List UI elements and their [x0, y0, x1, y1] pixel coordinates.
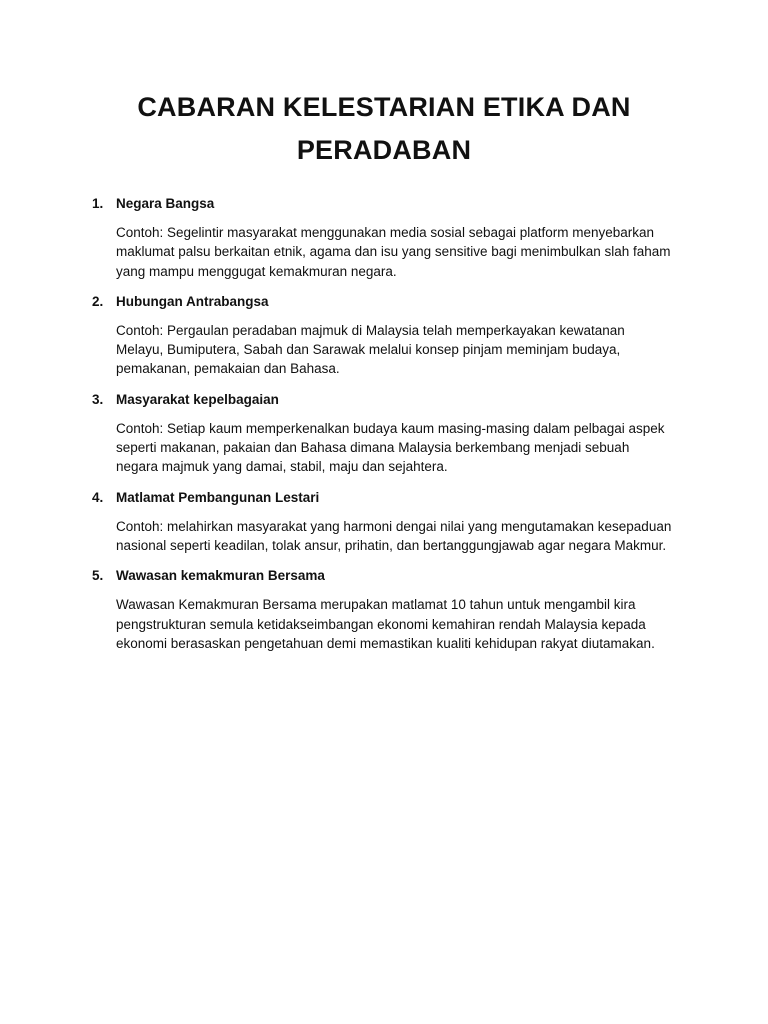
- list-item-body: Contoh: Segelintir masyarakat menggunakan media sosial sebagai platform menyebarkan maklumat palsu berkaitan etnik, agama dan isu yang sensitive bagi menimbulkan slah faham yang mampu menggugat kemakmuran negara.: [116, 225, 671, 279]
- list-item-body: Wawasan Kemakmuran Bersama merupakan matlamat 10 tahun untuk mengambil kira pengstrukturan semula ketidakseimbangan ekonomi kemahiran rendah Malaysia kepada ekonomi berasaskan pengetahuan demi memastikan kualiti kehidupan rakyat diutamakan.: [116, 597, 655, 651]
- list-item-number: 5.: [92, 568, 104, 584]
- list-item: [92, 390, 676, 477]
- list-item-heading: Hubungan Antrabangsa: [116, 293, 269, 309]
- list-item-heading: Wawasan kemakmuran Bersama: [116, 568, 325, 584]
- list-item-number: 3.: [92, 391, 104, 407]
- list-item: [92, 194, 676, 281]
- list-item-heading-row: [92, 292, 676, 311]
- list-item-heading-row: [92, 488, 676, 507]
- list-item-heading-row: [92, 194, 676, 213]
- list-item: [92, 566, 676, 653]
- list-item-heading-row: [92, 390, 676, 409]
- list-item-heading: Matlamat Pembangunan Lestari: [116, 489, 320, 505]
- list-item: [92, 292, 676, 379]
- list-item: [92, 488, 676, 556]
- list-item-body: Contoh: Pergaulan peradaban majmuk di Malaysia telah memperkayakan kewatanan Melayu, Bumiputera, Sabah dan Sarawak melalui konsep pinjam meminjam budaya, pemakanan, pemakaian dan Bahasa.: [116, 322, 625, 377]
- list-item-heading: Negara Bangsa: [116, 196, 215, 211]
- list-item-body: Contoh: melahirkan masyarakat yang harmoni dengai nilai yang mengutamakan kesepaduan nasional seperti keadilan, tolak ansur, prihatin, dan bertanggungjawab agar negara Makmur.: [116, 518, 672, 553]
- list-item-heading: Masyarakat kepelbagaian: [116, 391, 279, 407]
- list-item-number: 4.: [92, 489, 104, 505]
- list-item-number: 2.: [92, 293, 104, 309]
- page-title: CABARAN KELESTARIAN ETIKA DAN PERADABAN: [137, 92, 631, 165]
- challenge-list: [92, 194, 676, 653]
- list-item-number: 1.: [92, 196, 104, 211]
- list-item-heading-row: [92, 566, 676, 585]
- list-item-body: Contoh: Setiap kaum memperkenalkan budaya kaum masing-masing dalam pelbagai aspek seperti makanan, pakaian dan Bahasa dimana Malaysia berkembang menjadi sebuah negara majmuk yang damai, stabil, maju dan sejahtera.: [116, 420, 665, 475]
